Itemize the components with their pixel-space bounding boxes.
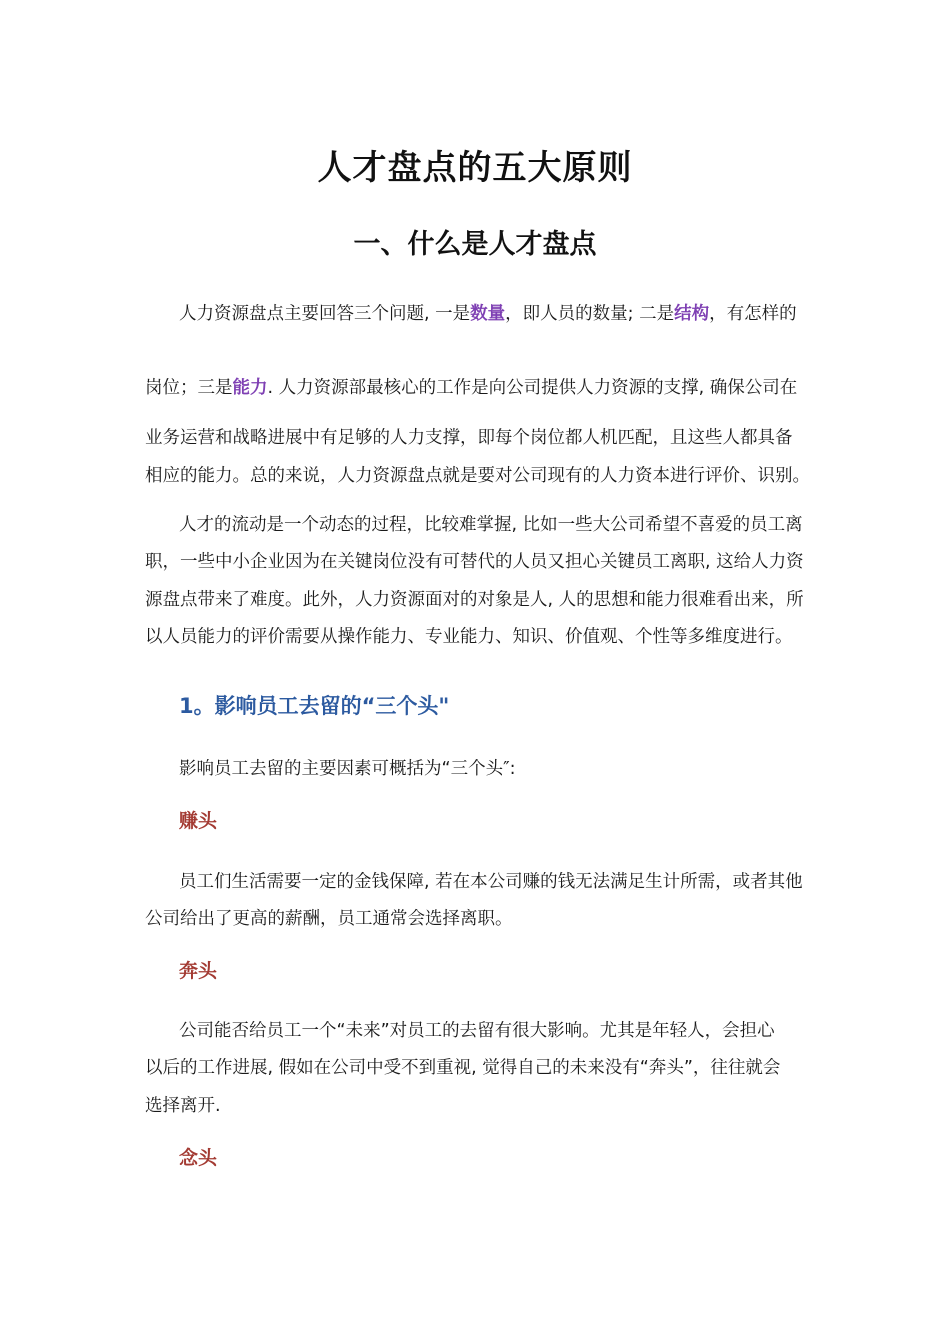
subsection-intro: 影响员工去留的主要因素可概括为“三个头″:: [179, 759, 516, 779]
para2-line2: 职，一些中小企业因为在关键岗位没有可替代的人员又担心关键员工离职, 这给人力资: [145, 552, 804, 572]
item-heading-prospects: 奔头: [179, 960, 218, 982]
para1-line3: 业务运营和战略进展中有足够的人力支撑，即每个岗位都人机匹配，且这些人都具备: [145, 428, 793, 448]
keyword-ability: 能力: [232, 378, 268, 398]
item-heading-thoughts: 念头: [179, 1147, 218, 1169]
item1-line1: 员工们生活需要一定的金钱保障, 若在本公司赚的钱无法满足生计所需，或者其他: [179, 872, 803, 892]
para1-text: 岗位；三是: [145, 378, 233, 398]
para1-text: . 人力资源部最核心的工作是向公司提供人力资源的支撑, 确保公司在: [267, 378, 798, 398]
item2-line2: 以后的工作进展, 假如在公司中受不到重视, 觉得自己的未来没有“奔头”，往往就会: [145, 1058, 781, 1078]
item-heading-earnings: 赚头: [179, 810, 218, 832]
item2-line1: 公司能否给员工一个“未来”对员工的去留有很大影响。尤其是年轻人，会担心: [179, 1021, 775, 1041]
para1-text: ，即人员的数量; 二是: [505, 304, 675, 324]
section-title: 一、什么是人才盘点: [353, 229, 597, 260]
para2-line1: 人才的流动是一个动态的过程，比较难掌握, 比如一些大公司希望不喜爱的员工离: [179, 515, 803, 535]
para1-text: ，有怎样的: [709, 304, 797, 324]
para2-line4: 以人员能力的评价需要从操作能力、专业能力、知识、价值观、个性等多维度进行。: [145, 627, 793, 647]
keyword-quantity: 数量: [470, 304, 506, 324]
item1-line2: 公司给出了更高的薪酬，员工通常会选择离职。: [145, 909, 513, 929]
para1-text: 人力资源盘点主要回答三个问题, 一是: [179, 304, 471, 324]
keyword-structure: 结构: [674, 304, 710, 324]
document-title: 人才盘点的五大原则: [317, 148, 633, 188]
para2-line3: 源盘点带来了难度。此外，人力资源面对的对象是人, 人的思想和能力很难看出来，所: [145, 590, 804, 610]
para1-line4: 相应的能力。总的来说，人力资源盘点就是要对公司现有的人力资本进行评价、识别。: [145, 466, 810, 486]
item2-line3: 选择离开.: [145, 1096, 221, 1116]
para1-line1: [179, 302, 810, 326]
subsection-heading: 1。影响员工去留的“三个头": [179, 694, 450, 718]
para1-line2: [145, 376, 810, 400]
